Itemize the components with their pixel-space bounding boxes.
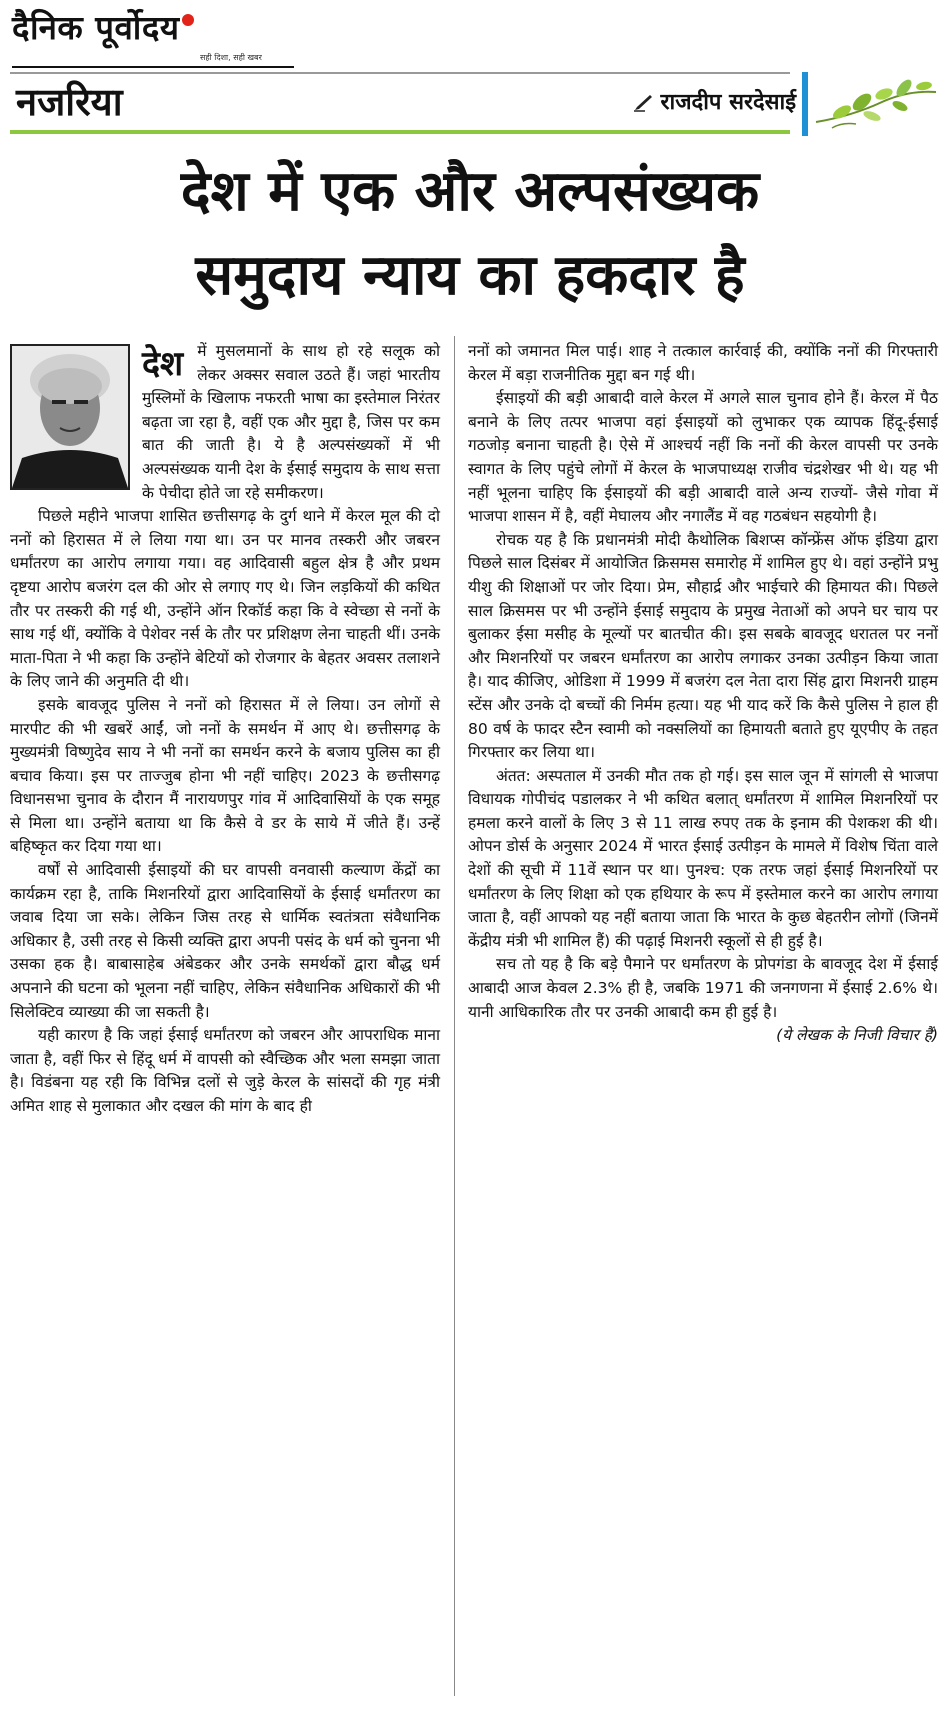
author-disclaimer: (ये लेखक के निजी विचार हैं): [776, 1026, 938, 1045]
article-column-left: [10, 340, 440, 1119]
paragraph: ईसाइयों की बड़ी आबादी वाले केरल में अगले साल चुनाव होने हैं। केरल में पैठ बनाने के लिए तत्पर भाजपा वहां ईसाइयों को लुभाकर एक व्यापक हिंदू-ईसाई गठजोड़ बनाना चाहती है। ऐसे में आश्चर्य नहीं कि ननों की केरल वापसी पर उनके स्वागत के लिए पहुंचे लोगों में केरल के भाजपाध्यक्ष राजीव चंद्रशेखर भी थे। यह भी नहीं भूलना चाहिए कि ईसाइयों की बड़ी आबादी वाले अन्य राज्यों- जैसे गोवा में भाजपा शासन में है, वहीं मेघालय और नगालैंड में वह गठबंधन सहयोगी है।: [468, 389, 938, 526]
paragraph: अंतत: अस्पताल में उनकी मौत तक हो गई। इस साल जून में सांगली से भाजपा विधायक गोपीचंद पडालकर ने भी कथित बलात् धर्मांतरण में शामिल मिशनरियों पर हमला करने वालों के लिए 3 से 11 लाख रुपए तक के इनाम की पेशकश की थी। ओपन डोर्स के अनुसार 2024 में भारत ईसाई उत्पीड़न के मामले में विशेष चिंता वाले देशों की सूची में 11वें स्थान पर था। पुनश्च: एक तरफ जहां ईसाई मिशनरियों पर धर्मांतरण के लिए शिक्षा को एक हथियार के रूप में इस्तेमाल करने का आरोप लगाया जाता है, वहीं आपको यह नहीं बताया जाता कि भारत के कुछ बेहतरीन लोगों (जिनमें केंद्रीय मंत्री भी शामिल हैं) की पढ़ाई मिशनरी स्कूलों से ही हुई है।: [468, 766, 938, 950]
paragraph: पिछले महीने भाजपा शासित छत्तीसगढ़ के दुर्ग थाने में केरल मूल की दो ननों को हिरासत में ले लिया गया था। उन पर मानव तस्करी और जबरन धर्मांतरण का आरोप लगाया गया। वह आदिवासी बहुल क्षेत्र है और प्रथम दृष्टया आरोप बजरंग दल की ओर से लगाए गए थे। जिन लड़कियों की कथित तौर पर तस्करी की गई थी, उन्होंने ऑन रिकॉर्ड कहा कि वे स्वेच्छा से ननों के साथ गई थीं, क्योंकि वे पेशेवर नर्स के तौर पर प्रशिक्षण लेना चाहती थीं। उनके माता-पिता ने भी कहा कि उन्होंने बेटियों को रोजगार के बेहतर अवसर तलाशने के लिए जाने की अनुमति दी थी।: [10, 507, 441, 691]
paragraph: ननों को जमानत मिल पाई। शाह ने तत्काल कार्रवाई की, क्योंकि ननों की गिरफ्तारी केरल में बड़ा राजनीतिक मुद्दा बन गई थी।: [468, 342, 938, 384]
section-top-rule: [10, 72, 790, 74]
paragraph: वर्षों से आदिवासी ईसाइयों की घर वापसी वनवासी कल्याण केंद्रों का कार्यक्रम रहा है, ताकि मिशनरियों द्वारा आदिवासियों के ईसाई धर्मांतरण का जवाब दिया जा सके। लेकिन जिस तरह से धार्मिक स्वतंत्रता संवैधानिक अधिकार है, उसी तरह से किसी व्यक्ति द्वारा अपनी पसंद के धर्म को चुनना भी उसका हक है। बाबासाहेब अंबेडकर और उनके समर्थकों द्वारा बौद्ध धर्म अपनाने की घटना को भूलना नहीं चाहिए, लेकिन संवैधानिक अधिकारों की भी सिलेक्टिव व्याख्या की जा सकती है।: [10, 861, 440, 1021]
newspaper-tagline: सही दिशा, सही खबर: [200, 53, 262, 62]
masthead-rule: [12, 66, 294, 68]
author-name: राजदीप सरदेसाई: [660, 90, 796, 115]
pen-icon: [633, 94, 655, 112]
section-name: नजरिया: [16, 80, 123, 124]
newspaper-title: दैनिक पूर्वोदय: [12, 8, 180, 47]
paragraph: रोचक यह है कि प्रधानमंत्री मोदी कैथोलिक बिशप्स कॉन्फ्रेंस ऑफ इंडिया द्वारा पिछले साल दिसंबर में आयोजित क्रिसमस समारोह में शामिल हुए थे। वहां उन्होंने प्रभु यीशु की शिक्षाओं पर जोर दिया। प्रेम, सौहार्द्र और भाईचारे की हिमायत की। पिछले साल क्रिसमस पर भी उन्होंने ईसाई समुदाय के प्रमुख नेताओं को अपने घर चाय पर बुलाकर ईसा मसीह के मूल्यों पर बातचीत की। इस सबके बावजूद धरातल पर ननों और मिशनरियों पर जबरन धर्मांतरण का आरोप लगाकर उनका उत्पीड़न किया जाता है। याद कीजिए, ओडिशा में 1999 में बजरंग दल नेता दारा सिंह द्वारा मिशनरी ग्राहम स्टेंस और उनके दो बच्चों की निर्मम हत्या। यह भी याद करें कि कैसे पुलिस ने हाल ही 80 वर्ष के फादर स्टैन स्वामी को नक्सलियों का हिमायती बताते हुए यूएपीए के तहत गिरफ्तार कर लिया था।: [468, 530, 938, 762]
headline-line-2: समुदाय न्याय का हकदार है: [195, 243, 745, 308]
paragraph: में मुसलमानों के साथ हो रहे सलूक को लेकर अक्सर सवाल उठते हैं। जहां भारतीय मुस्लिमों के खिलाफ नफरती भाषा का इस्तेमाल निरंतर बढ़ता जा रहा है, वहीं एक और मुद्दा है, जिस पर कम बात की जाती है। ये है अल्पसंख्यकों में भी अल्पसंख्यक यानी देश के ईसाई समुदाय के साथ सत्ता के पेचीदा होते जा रहे समीकरण।: [142, 342, 440, 502]
column-divider: [454, 336, 455, 1696]
red-dot-icon: [182, 14, 194, 26]
author-portrait-image: [12, 346, 128, 488]
blue-accent-bar: [802, 72, 808, 136]
paragraph: यही कारण है कि जहां ईसाई धर्मांतरण को जबरन और आपराधिक माना जाता है, वहीं फिर से हिंदू धर्म में वापसी को स्वैच्छिक और भला समझा जाता है। विडंबना यह रही कि विभिन्न दलों से जुड़े केरल के सांसदों की गृह मंत्री अमित शाह से मुलाकात और दखल की मांग के बाद ही: [10, 1026, 440, 1115]
newspaper-masthead: [12, 8, 292, 68]
author-byline: [633, 86, 796, 116]
section-bar: [10, 72, 800, 134]
section-bottom-rule: [10, 130, 790, 134]
leaf-branch-icon: [812, 72, 940, 138]
author-photo: [10, 344, 130, 490]
article-headline: [20, 150, 920, 318]
paragraph: इसके बावजूद पुलिस ने ननों को हिरासत में ले लिया। उन लोगों से मारपीट की भी खबरें आईं, जो ननों के समर्थन में आए थे। छत्तीसगढ़ के मुख्यमंत्री विष्णुदेव साय ने भी ननों का समर्थन करने के बजाय पुलिस का ही बचाव किया। इस पर ताज्जुब होना भी नहीं चाहिए। 2023 के छत्तीसगढ़ विधानसभा चुनाव के दौरान मैं नारायणपुर गांव में आदिवासियों के एक समूह से मिला था। उन्होंने बताया था कि कैसे वे डर के साये में जीते हैं। उन्हें बहिष्कृत कर दिया गया था।: [10, 695, 440, 856]
headline-line-1: देश में एक और अल्पसंख्यक: [180, 159, 760, 224]
dropcap-word: देश: [142, 344, 184, 384]
article-column-right: [468, 340, 938, 1048]
paragraph: सच तो यह है कि बड़े पैमाने पर धर्मांतरण के प्रोपगंडा के बावजूद देश में ईसाई आबादी आज केवल 2.3% ही है, जबकि 1971 की जनगणना में ईसाई 2.6% थे। यानी आधिकारिक तौर पर उनकी आबादी कम ही हुई है।: [468, 955, 938, 1021]
